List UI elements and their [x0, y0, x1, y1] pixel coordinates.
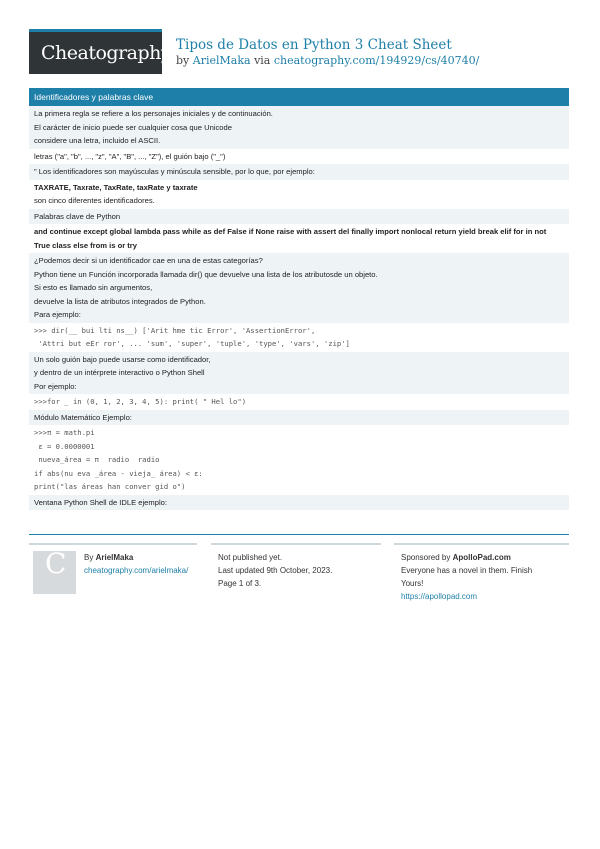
- text-line: considere una letra, incluido el ASCII.: [34, 136, 161, 145]
- code-line: >>>for _ in (0, 1, 2, 3, 4, 5): print( " Hel lo"): [34, 397, 247, 406]
- footer-author-line: [84, 551, 199, 564]
- cheat-sheet-section: [29, 88, 569, 534]
- dir-explanation-block: [29, 253, 569, 323]
- footer-divider: [29, 543, 197, 545]
- text-line: Módulo Matemático Ejemplo:: [34, 412, 132, 422]
- text-line: Si esto es llamado sin argumentos,: [34, 283, 153, 292]
- text-line: El carácter de inicio puede ser cualquier cosa que Unicode: [34, 122, 232, 132]
- byline-via: via: [254, 54, 271, 67]
- text-line: Un solo guión bajo puede usarse como identificador,: [34, 354, 211, 364]
- footer-author-link[interactable]: cheatography.com/arielmaka/: [84, 566, 189, 575]
- sponsor-tagline: Everyone has a novel in them. Finish: [401, 566, 533, 575]
- sponsor-link[interactable]: https://apollopad.com: [401, 592, 478, 601]
- code-line: print("las áreas han conver gid o"): [34, 482, 186, 491]
- text-line: True class else from is or try: [34, 240, 137, 250]
- footer-author-column: [29, 543, 197, 613]
- section-heading: Identificadores y palabras clave: [29, 88, 569, 106]
- sponsor-name[interactable]: ApolloPad.com: [452, 553, 511, 562]
- avatar-letter: C: [45, 547, 67, 580]
- footer-sponsor-column: [394, 543, 569, 613]
- last-updated: Last updated 9th October, 2023.: [218, 566, 333, 575]
- footer-divider: [211, 543, 381, 545]
- page-footer: [29, 543, 569, 613]
- sheet-url-link[interactable]: cheatography.com/194929/cs/40740/: [273, 54, 480, 67]
- sponsor-tagline: Yours!: [401, 579, 424, 588]
- sponsor-line: [401, 551, 569, 564]
- text-line: " Los identificadores son mayúsculas y minúscula sensible, por lo que, por ejemplo:: [34, 167, 315, 176]
- underscore-block: [29, 352, 569, 395]
- footer-author-name: ArielMaka: [95, 553, 134, 562]
- text-line: Por ejemplo:: [34, 381, 77, 391]
- math-label-block: [29, 410, 569, 426]
- footer-status-column: [211, 543, 381, 613]
- byline-by: by: [176, 54, 190, 67]
- code-line: ε = 0.0000001: [34, 441, 95, 451]
- text-line: Ventana Python Shell de IDLE ejemplo:: [34, 497, 167, 507]
- text-line: La primera regla se refiere a los personajes iniciales y de continuación.: [34, 109, 273, 118]
- footer-by: By: [84, 553, 94, 562]
- text-line: TAXRATE, Taxrate, TaxRate, taxRate y taxrate: [34, 182, 198, 192]
- page-title: Tipos de Datos en Python 3 Cheat Sheet: [176, 37, 452, 53]
- letters-block: [29, 149, 569, 165]
- text-line: y dentro de un intérprete interactivo o Python Shell: [34, 368, 205, 377]
- page-count: Page 1 of 3.: [218, 579, 262, 588]
- case-sensitive-block: [29, 164, 569, 180]
- for-code-block: [29, 394, 569, 410]
- byline: [176, 54, 479, 67]
- text-line: devuelve la lista de atributos integrados de Python.: [34, 296, 206, 306]
- logo-text: Cheatography: [41, 42, 172, 64]
- author-link[interactable]: ArielMaka: [192, 54, 251, 67]
- text-line: letras ("a", "b", ..., "z", "A", "B", ..., "Z"), el guión bajo ("_"): [34, 151, 226, 161]
- code-line: if abs(nu eva _área - vieja_ área) < ε:: [34, 468, 203, 478]
- publish-status: Not published yet.: [218, 553, 283, 562]
- text-line: ¿Podemos decir si un identificador cae en una de estas categorías?: [34, 256, 263, 265]
- footer-divider: [394, 543, 569, 545]
- cheatography-logo[interactable]: [29, 29, 172, 74]
- code-line: >>>π = math.pi: [34, 428, 95, 437]
- taxrate-block: [29, 180, 569, 209]
- text-line: Python tiene un Función incorporada llamada dir() que devuelve una lista de los atributosde un objeto.: [34, 269, 378, 279]
- keywords-list-block: [29, 224, 569, 253]
- text-line: Palabras clave de Python: [34, 211, 121, 221]
- code-line: >>> dir(__ bui lti ns__) ['Arit hme tic Error', 'AssertionError',: [34, 325, 316, 335]
- footer-author-text: [84, 551, 199, 577]
- sponsor-prefix: Sponsored by: [401, 553, 451, 562]
- intro-block: [29, 106, 569, 149]
- code-line: nueva_área = π radio radio: [34, 455, 160, 464]
- idle-label-block: [29, 495, 569, 511]
- code-line: 'Attri but eEr ror', ... 'sum', 'super', 'tuple', 'type', 'vars', 'zip']: [34, 339, 350, 348]
- author-avatar[interactable]: [33, 547, 76, 594]
- section-bottom-rule: [29, 534, 569, 535]
- text-line: and continue except global lambda pass while as def False if None raise with assert del finally import nonlocal return yield break elif for in not: [34, 227, 547, 236]
- text-line: son cinco diferentes identificadores.: [34, 196, 155, 205]
- text-line: Para ejemplo:: [34, 310, 81, 319]
- math-code-block: [29, 425, 569, 495]
- keywords-label-block: [29, 209, 569, 225]
- dir-code-block: [29, 323, 569, 352]
